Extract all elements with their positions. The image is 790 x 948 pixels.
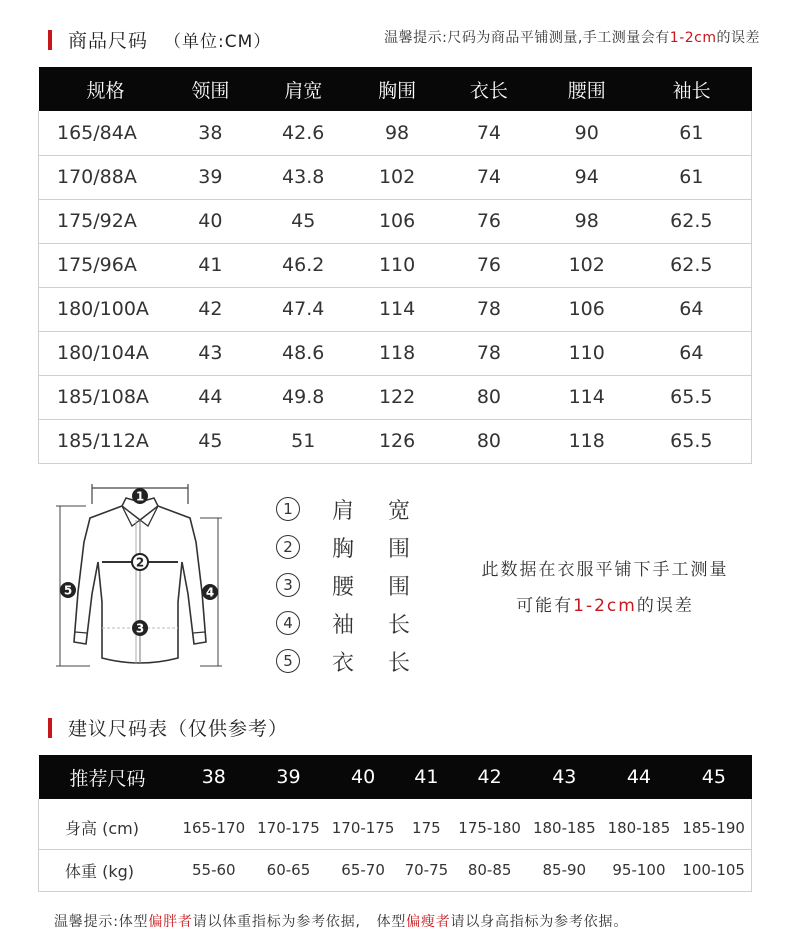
legend-char-1: 衣 [332,650,355,676]
size-cell: 76 [436,199,542,243]
rec-weight-cell: 80-85 [452,849,527,891]
rec-weight-cell: 55-60 [177,849,252,891]
legend-number: 3 [276,573,300,597]
svg-text:4: 4 [205,585,215,600]
measure-legend [276,490,428,680]
legend-item [276,490,428,528]
size-cell: 46.2 [248,243,358,287]
rec-gap [39,799,752,807]
legend-char-2: 宽 [388,498,411,524]
size-cell: 98 [384,121,410,144]
size-cell: 80 [436,375,542,419]
size-cell: 114 [358,287,436,331]
footer-p1: 温馨提示:体型 [54,914,149,930]
legend-item [276,604,428,642]
rec-weight-row [39,849,752,891]
rec-size-header: 45 [676,755,751,799]
footer-r2: 偏瘦者 [406,914,451,930]
size-cell: 45 [172,419,248,463]
size-cell: 61 [679,121,704,144]
size-cell: 65.5 [632,419,752,463]
size-cell: 118 [542,419,632,463]
size-cell: 42.6 [282,121,325,144]
size-row [39,199,752,243]
rec-weight-cell: 65-70 [326,849,401,891]
size-hint-suffix: 的误差 [716,30,760,46]
size-row [39,331,752,375]
rec-weight-cell: 85-90 [527,849,602,891]
size-table [38,67,752,464]
rec-size-header: 43 [527,755,602,799]
rec-weight-cell: 95-100 [602,849,677,891]
size-cell: 42 [172,287,248,331]
size-cell: 65.5 [632,375,752,419]
size-cell: 61 [632,155,752,199]
size-cell: 64 [632,287,752,331]
size-cell: 64 [632,331,752,375]
rec-height-cell: 170-175 [257,818,320,837]
size-cell: 78 [436,287,542,331]
size-cell: 90 [574,121,599,144]
measure-note-line1: 此数据在衣服平铺下手工测量 [481,560,729,580]
col-shoulder: 肩宽 [248,67,358,111]
legend-number: 4 [276,611,300,635]
height-label: 身高 (cm) [65,819,139,839]
rec-size-header: 44 [602,755,677,799]
legend-char-2: 围 [388,574,411,600]
size-row [39,155,752,199]
size-cell: 51 [248,419,358,463]
size-hint [384,27,760,47]
size-cell: 180/100A [39,287,173,331]
rec-height-cell: 170-175 [331,818,395,837]
col-spec: 规格 [39,67,173,111]
legend-char-1: 肩 [332,498,355,524]
size-cell: 110 [542,331,632,375]
size-cell: 165/84A [57,121,137,144]
rec-height-cell: 180-185 [532,818,596,837]
rec-height-cell: 175 [412,818,441,837]
size-cell: 44 [172,375,248,419]
legend-char-2: 长 [388,650,411,676]
legend-char-2: 围 [388,536,411,562]
col-sleeve: 袖长 [632,67,752,111]
rec-height-cell: 185-190 [682,818,745,837]
size-cell: 106 [358,199,436,243]
footer-p3: 请以身高指标为参考依据。 [450,914,629,930]
weight-label: 体重 (kg) [39,849,177,891]
marker-5 [60,582,76,598]
rec-weight-cell: 70-75 [400,849,452,891]
size-cell: 40 [172,199,248,243]
size-cell: 94 [542,155,632,199]
rec-header-label: 推荐尺码 [39,755,177,799]
legend-number: 2 [276,535,300,559]
measure-note-prefix: 可能有 [516,596,574,616]
rec-size-header: 39 [251,755,326,799]
size-cell: 41 [172,243,248,287]
rec-size-header: 40 [326,755,401,799]
size-cell: 175/96A [39,243,173,287]
accent-bar [48,30,52,50]
marker-4 [202,584,218,600]
size-cell: 43 [172,331,248,375]
svg-text:5: 5 [63,583,73,598]
size-cell: 43.8 [248,155,358,199]
shirt-diagram [50,482,230,672]
rec-weight-cell: 60-65 [251,849,326,891]
measure-note [440,552,770,624]
size-row [39,287,752,331]
measure-note-line2 [440,588,770,624]
legend-item [276,566,428,604]
size-section-header [48,26,271,53]
size-cell: 170/88A [39,155,173,199]
size-cell: 78 [436,331,542,375]
rec-size-header: 41 [400,755,452,799]
marker-3 [132,620,148,636]
size-table-header [39,67,752,111]
rec-height-cell: 180-185 [607,818,671,837]
rec-section-title: 建议尺码表（仅供参考） [68,718,289,740]
size-cell: 49.8 [248,375,358,419]
size-row [39,111,752,155]
size-row [39,243,752,287]
legend-number: 1 [276,497,300,521]
marker-1 [132,488,148,504]
size-hint-prefix: 温馨提示:尺码为商品平铺测量,手工测量会有 [384,30,670,46]
col-chest: 胸围 [358,67,436,111]
size-cell: 106 [542,287,632,331]
legend-char-1: 胸 [332,536,355,562]
footer-r1: 偏胖者 [148,914,193,930]
size-section-title: 商品尺码 [68,30,149,52]
size-cell: 126 [358,419,436,463]
legend-item [276,528,428,566]
size-cell: 114 [542,375,632,419]
size-cell: 74 [436,155,542,199]
legend-char-2: 长 [388,612,411,638]
rec-height-row [39,807,752,849]
accent-bar [48,718,52,738]
size-cell: 102 [542,243,632,287]
footer-p2: 请以体重指标为参考依据, 体型 [192,914,407,930]
legend-char-1: 袖 [332,612,355,638]
recommend-header [39,755,752,799]
size-cell: 45 [248,199,358,243]
svg-text:1: 1 [135,489,145,504]
legend-char-1: 腰 [332,574,355,600]
size-cell: 122 [358,375,436,419]
col-length: 衣长 [436,67,542,111]
size-cell: 185/108A [39,375,173,419]
legend-item [276,642,428,680]
col-waist: 腰围 [542,67,632,111]
col-collar: 领围 [172,67,248,111]
size-cell: 102 [358,155,436,199]
size-row [39,375,752,419]
size-cell: 80 [436,419,542,463]
svg-text:3: 3 [135,621,145,636]
size-row [39,419,752,463]
size-cell: 62.5 [632,243,752,287]
legend-number: 5 [276,649,300,673]
rec-section-header [48,714,288,741]
size-section-unit: （单位:CM） [164,32,272,52]
size-cell: 62.5 [632,199,752,243]
size-cell: 76 [436,243,542,287]
recommend-table [38,755,752,892]
rec-size-header: 38 [177,755,252,799]
size-cell: 74 [476,121,501,144]
size-cell: 185/112A [39,419,173,463]
size-cell: 110 [358,243,436,287]
footer-hint [54,911,628,931]
rec-height-cell: 175-180 [458,818,521,837]
marker-2 [132,554,148,570]
measure-note-suffix: 的误差 [636,596,694,616]
size-hint-range: 1-2cm [669,30,717,46]
rec-height-cell: 165-170 [182,818,246,837]
size-cell: 48.6 [248,331,358,375]
size-cell: 39 [172,155,248,199]
size-cell: 180/104A [39,331,173,375]
size-cell: 175/92A [39,199,173,243]
size-cell: 98 [542,199,632,243]
svg-text:2: 2 [135,555,145,570]
rec-weight-cell: 100-105 [676,849,751,891]
size-cell: 38 [198,121,223,144]
size-cell: 118 [358,331,436,375]
measure-note-range: 1-2cm [573,596,637,616]
size-cell: 47.4 [248,287,358,331]
rec-size-header: 42 [452,755,527,799]
